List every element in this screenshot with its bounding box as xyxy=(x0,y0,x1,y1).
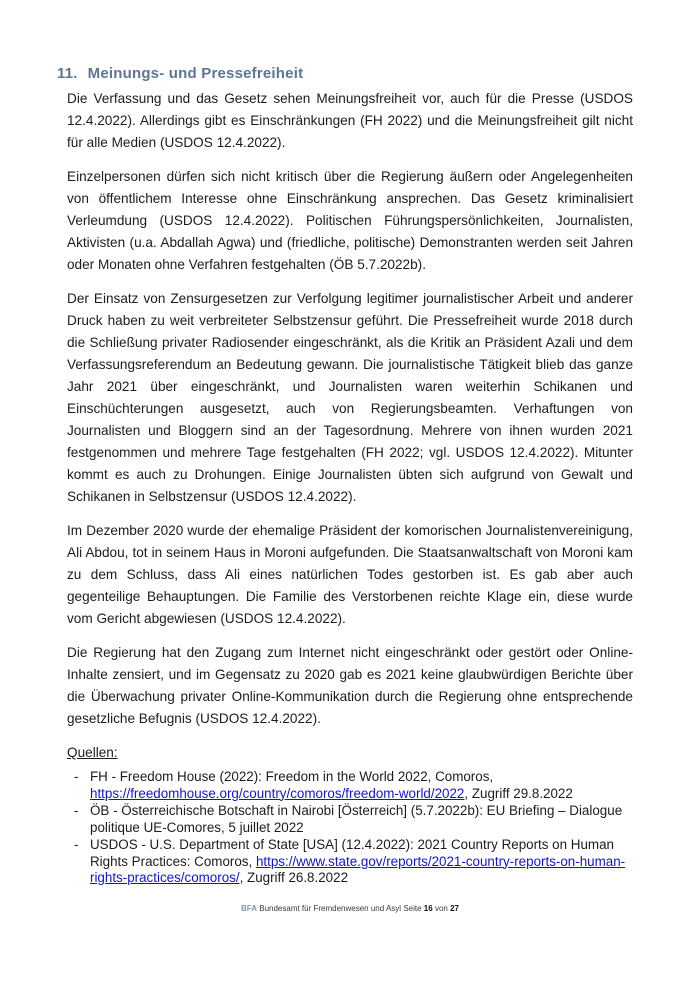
paragraph-2: Einzelpersonen dürfen sich nicht kritisch über die Regierung äußern oder Angelegenheiten von öffentlichem Interesse ohne Einschränkung ansprechen. Das Gesetz kriminalisiert Verleumdung (USDOS 12.4.2022). Politischen Führungspersönlichkeiten, Journalisten, Aktivisten (u.a. Abdallah Agwa) und (friedliche, politische) Demonstranten werden seit Jahren oder Monaten ohne Verfahren festgehalten (ÖB 5.7.2022b). xyxy=(67,169,633,272)
source-item-usdos xyxy=(67,837,633,887)
footer-bfa-logo: BFA xyxy=(241,904,257,913)
paragraph-5: Die Regierung hat den Zugang zum Internet nicht eingeschränkt oder gestört oder Online-Inhalte zensiert, und im Gegensatz zu 2020 gab es 2021 keine glaubwürdigen Berichte über die Überwachung privater Online-Kommunikation durch die Regierung ohne entsprechende gesetzliche Befugnis (USDOS 12.4.2022). xyxy=(67,645,633,726)
bullet-dash: - xyxy=(74,837,79,852)
footer-page-total: 27 xyxy=(450,904,459,913)
paragraph-4: Im Dezember 2020 wurde der ehemalige Präsident der komorischen Journalistenvereinigung, Ali Abdou, tot in seinem Haus in Moroni aufgefunden. Die Staatsanwaltschaft von Moroni kam zu dem Schluss, dass Ali eines natürlichen Todes gestorben ist. Es gab aber auch gegenteilige Behauptungen. Die Familie des Verstorbenen reichte Klage ein, diese wurde vom Gericht abgewiesen (USDOS 12.4.2022). xyxy=(67,523,633,626)
sources-label: Quellen: xyxy=(67,745,118,760)
section-heading xyxy=(57,64,633,84)
footer-page-label: Seite xyxy=(403,904,422,913)
footer-page-sep: von xyxy=(434,904,448,913)
section-number: 11. xyxy=(57,65,78,82)
source-text: , Zugriff 29.8.2022 xyxy=(464,785,573,801)
source-link-freedomhouse[interactable]: https://freedomhouse.org/country/comoros/freedom-world/2022 xyxy=(90,785,465,801)
source-link-stategov[interactable]: https://www.state.gov/reports/2021-country-reports-on-human-rights-practices/comoros/ xyxy=(90,853,626,885)
source-text: USDOS - U.S. Department of State [USA] (12.4.2022): 2021 Country Reports on Human Rights Practices: Comoros, xyxy=(90,837,614,869)
footer-page-current: 16 xyxy=(423,904,433,913)
page-footer xyxy=(0,903,700,914)
source-text: FH - Freedom House (2022): Freedom in the World 2022, Comoros, xyxy=(90,769,494,784)
source-item-oeb xyxy=(67,803,633,836)
bullet-dash: - xyxy=(74,803,79,818)
source-item-fh xyxy=(67,769,633,802)
section-title: Meinungs- und Pressefreiheit xyxy=(87,65,304,82)
sources-list xyxy=(67,769,633,887)
source-text: , Zugriff 26.8.2022 xyxy=(239,870,349,885)
paragraph-1: Die Verfassung und das Gesetz sehen Meinungsfreiheit vor, auch für die Presse (USDOS 12.4.2022). Allerdings gibt es Einschränkungen (FH 2022) und die Meinungsfreiheit gilt nicht für alle Medien (USDOS 12.4.2022). xyxy=(67,91,633,150)
footer-org-name: Bundesamt für Fremdenwesen und Asyl xyxy=(259,904,402,913)
source-text: ÖB - Österreichische Botschaft in Nairobi [Österreich] (5.7.2022b): EU Briefing – Dialogue politique UE-Comores, 5 juillet 2022 xyxy=(90,803,623,835)
document-content xyxy=(57,64,633,888)
bullet-dash: - xyxy=(74,769,79,784)
paragraph-3: Der Einsatz von Zensurgesetzen zur Verfolgung legitimer journalistischer Arbeit und anderer Druck haben zu weit verbreiteter Selbstzensur geführt. Die Pressefreiheit wurde 2018 durch die Schließung privater Radiosender eingeschränkt, als die Kritik an Präsident Azali und dem Verfassungsreferendum an Bedeutung gewann. Die journalistische Tätigkeit blieb das ganze Jahr 2021 über eingeschränkt, und Journalisten waren weiterhin Schikanen und Einschüchterungen ausgesetzt, auch von Regierungsbeamten. Verhaftungen von Journalisten und Bloggern sind an der Tagesordnung. Mehrere von ihnen wurden 2021 festgenommen und mehrere Tage festgehalten (FH 2022; vgl. USDOS 12.4.2022). Mitunter kommt es auch zu Drohungen. Einige Journalisten übten sich aufgrund von Gewalt und Schikanen in Selbstzensur (USDOS 12.4.2022). xyxy=(67,291,633,504)
